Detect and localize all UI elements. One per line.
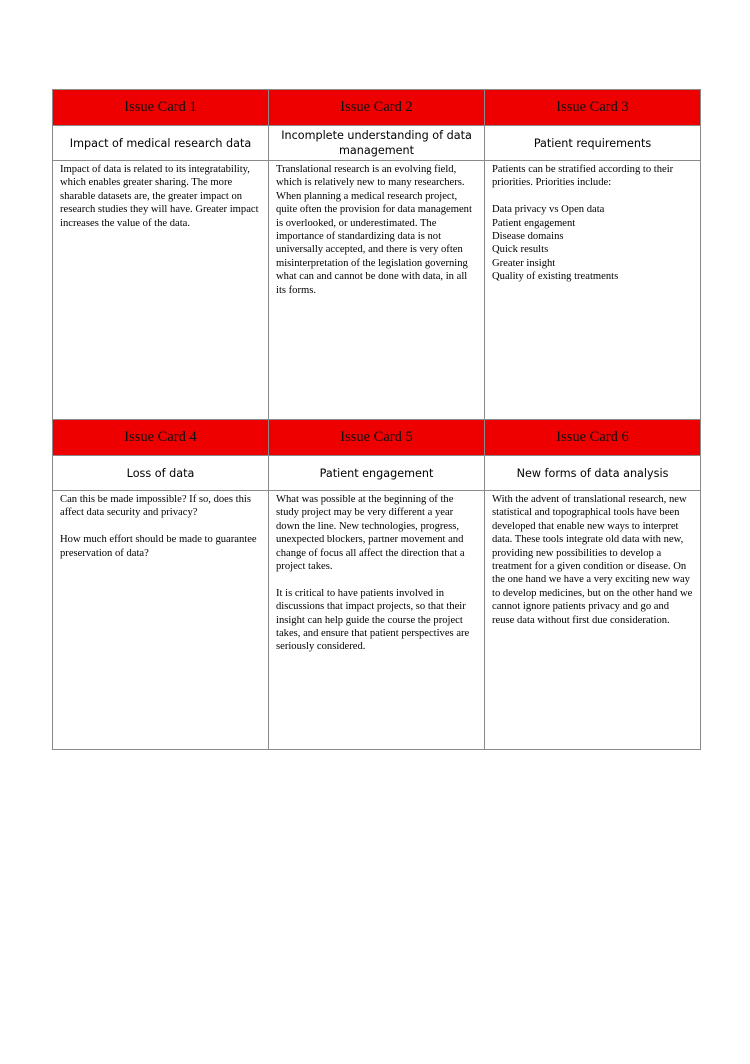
issue-card-2-body: Translational research is an evolving field, which is relatively new to many researchers. When planning a medical research project, quite often the provision for data management is overlooked, or underestimated. The importance of standardizing data is not universally accepted, and there is very often misinterpretation of the legislation governing what can and cannot be done with data, in all its forms. [276,164,472,296]
issue-cards-table [52,89,701,750]
issue-card-3-body: Patients can be stratified according to their priorities. Priorities include: Data privacy vs Open data Patient engagement Disease domains Quick results Greater insight Quality of existing treatments [492,164,674,283]
title-row-2 [53,456,701,491]
issue-card-2-header: Issue Card 2 [269,90,485,126]
header-row-1 [53,90,701,126]
issue-card-3-title: Patient requirements [485,126,701,161]
issue-card-6-title: New forms of data analysis [485,456,701,491]
body-row-2 [53,491,701,750]
issue-card-6-header: Issue Card 6 [485,420,701,456]
issue-card-3-header: Issue Card 3 [485,90,701,126]
issue-card-5-body-cell [269,491,485,750]
issue-card-5-title: Patient engagement [269,456,485,491]
issue-card-2-body-cell [269,161,485,420]
issue-card-4-body: Can this be made impossible? If so, does this affect data security and privacy? How much effort should be made to guarantee preservation of data? [60,494,257,559]
issue-card-3-body-cell [485,161,701,420]
issue-card-1-body: Impact of data is related to its integratability, which enables greater sharing. The more sharable datasets are, the greater impact on research studies they will have. Greater impact increases the value of the data. [60,164,259,229]
header-row-2 [53,420,701,456]
issue-card-5-header: Issue Card 5 [269,420,485,456]
issue-card-4-body-cell [53,491,269,750]
body-row-1 [53,161,701,420]
issue-card-2-title: Incomplete understanding of data management [269,126,485,161]
issue-card-6-body: With the advent of translational research, new statistical and topographical tools have been developed that enable new ways to interpret data. These tools integrate old data with new, providing new possibilities to develop a treatment for a given condition or disease. On the one hand we have a very exciting new way to develop medicines, but on the other hand we cannot ignore patients privacy and go and reuse data without first due consideration. [492,494,693,626]
issue-card-5-body: What was possible at the beginning of the study project may be very different a year down the line. New technologies, progress, unexpected blockers, partner movement and change of focus all affect the direction that a project takes. It is critical to have patients involved in discussions that impact projects, so that their insight can help guide the course the project takes, and ensure that patient perspectives are seriously considered. [276,494,470,653]
issue-card-1-header: Issue Card 1 [53,90,269,126]
issue-card-4-title: Loss of data [53,456,269,491]
issue-card-6-body-cell [485,491,701,750]
issue-card-1-title: Impact of medical research data [53,126,269,161]
issue-card-1-body-cell [53,161,269,420]
title-row-1 [53,126,701,161]
issue-card-4-header: Issue Card 4 [53,420,269,456]
